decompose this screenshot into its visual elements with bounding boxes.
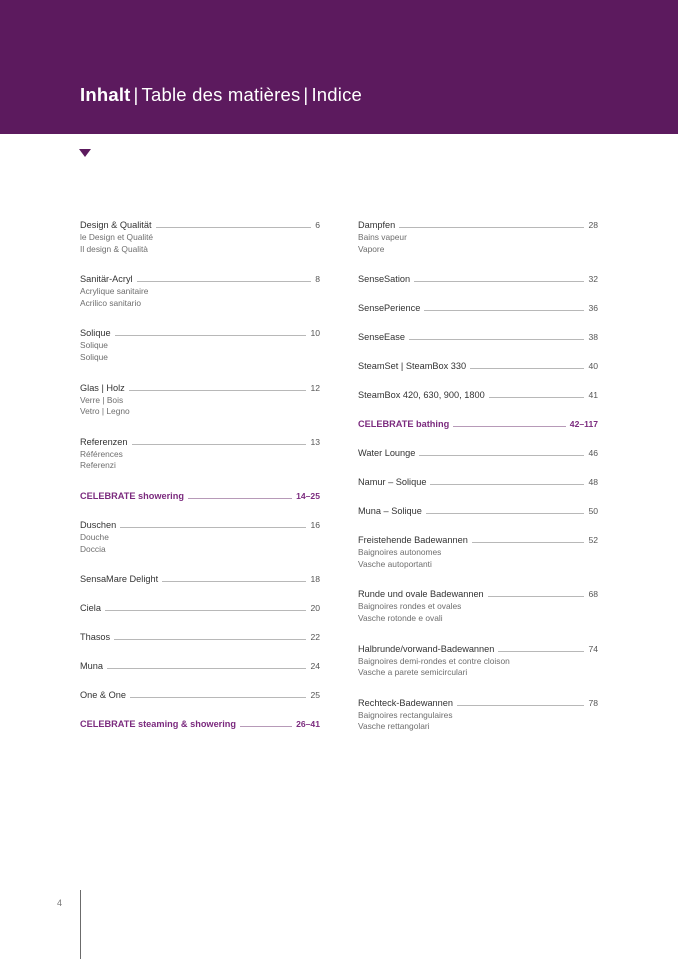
toc-entry-title: CELEBRATE steaming & showering [80, 719, 237, 730]
toc-entry-page: 46 [588, 448, 598, 459]
toc-entry-main [80, 603, 320, 614]
toc-entry-main [358, 589, 598, 600]
toc-entry[interactable] [358, 419, 598, 430]
toc-entry-main [80, 220, 320, 231]
toc-entry[interactable] [358, 589, 598, 624]
toc-entry-page: 68 [588, 589, 598, 600]
title-french: Table des matières [141, 84, 301, 105]
toc-entry-page: 40 [588, 361, 598, 372]
toc-entry-page: 16 [310, 519, 320, 530]
toc-entry-page: 26–41 [296, 719, 320, 730]
toc-entry-title: SenseEase [358, 332, 405, 343]
toc-entry-main [358, 535, 598, 546]
toc-entry-spacer [80, 309, 320, 328]
toc-column-right [358, 220, 598, 752]
toc-entry[interactable] [80, 603, 320, 614]
toc-entry-page: 52 [588, 535, 598, 546]
toc-entry-page: 78 [588, 697, 598, 708]
toc-entry[interactable] [358, 698, 598, 733]
toc-entry-page: 22 [310, 632, 320, 643]
toc-entry-subtitles [80, 449, 320, 472]
toc-entry-page: 32 [588, 274, 598, 285]
toc-leader-line [188, 498, 292, 499]
toc-entry-title: SensePerience [358, 303, 421, 314]
header-band [0, 0, 678, 134]
toc-entry[interactable] [80, 632, 320, 643]
toc-entry-spacer [358, 517, 598, 535]
toc-entry[interactable] [358, 644, 598, 679]
toc-entry-title: SensaMare Delight [80, 574, 159, 585]
toc-entry-subtitle: le Design et Qualité [80, 232, 154, 242]
toc-entry-spacer [80, 585, 320, 603]
toc-entry-page: 20 [310, 603, 320, 614]
toc-entry-main [80, 719, 320, 730]
toc-entry[interactable] [80, 437, 320, 472]
toc-entry-title: Muna – Solique [358, 506, 422, 517]
toc-entry-spacer [358, 372, 598, 390]
toc-entry-subtitle: Acrilico sanitario [80, 297, 141, 308]
toc-leader-line [115, 335, 307, 336]
triangle-down-icon [79, 149, 91, 157]
toc-entry-spacer [80, 672, 320, 690]
toc-entry-spacer [358, 570, 598, 589]
toc-entry-page: 48 [588, 477, 598, 488]
toc-entry-main [358, 506, 598, 517]
toc-entry[interactable] [358, 448, 598, 459]
toc-entry-subtitle: Baignoires demi-rondes et contre cloison [358, 655, 510, 666]
toc-entry-page: 8 [315, 274, 320, 285]
toc-entry-spacer [80, 555, 320, 574]
title-italian: Indice [311, 84, 363, 105]
toc-entry-subtitle: Vasche a parete semicirculari [358, 667, 468, 678]
toc-entry-main [358, 419, 598, 430]
toc-entry-subtitle: Vasche rettangolari [358, 721, 430, 732]
toc-entry-title: Solique [80, 328, 111, 339]
toc-entry-page: 38 [588, 332, 598, 343]
toc-entry[interactable] [358, 361, 598, 372]
toc-entry-spacer [80, 701, 320, 719]
toc-entry-spacer [358, 679, 598, 698]
toc-leader-line [426, 513, 585, 514]
toc-leader-line [399, 227, 584, 228]
toc-entry-page: 42–117 [569, 419, 598, 430]
toc-entry-spacer [80, 730, 320, 748]
toc-entry-main [80, 632, 320, 643]
toc-entry-subtitles [80, 286, 320, 309]
toc-entry-subtitle: Verre | Bois [80, 394, 124, 405]
toc-entry-main [80, 690, 320, 701]
toc-entry-main [80, 520, 320, 531]
toc-entry-spacer [358, 343, 598, 361]
toc-entry-spacer [358, 285, 598, 303]
toc-entry-spacer [358, 733, 598, 752]
toc-entry-page: 13 [310, 436, 320, 447]
toc-entry-page: 25 [310, 690, 320, 701]
toc-entry[interactable] [80, 690, 320, 701]
toc-leader-line [414, 281, 584, 282]
toc-leader-line [430, 484, 584, 485]
toc-entry[interactable] [80, 520, 320, 555]
toc-entry[interactable] [358, 303, 598, 314]
toc-entry-main [80, 574, 320, 585]
toc-entry-spacer [80, 364, 320, 383]
toc-entry-main [80, 274, 320, 285]
toc-entry-spacer [80, 502, 320, 520]
toc-leader-line [130, 697, 306, 698]
toc-entry-title: Duschen [80, 519, 117, 530]
toc-entry-subtitle: Solique [80, 351, 108, 362]
toc-entry-title: Design & Qualität [80, 220, 152, 230]
toc-entry-spacer [80, 255, 320, 274]
toc-entry-spacer [358, 459, 598, 477]
toc-entry-title: Referenzen [80, 436, 128, 447]
toc-entry-spacer [80, 643, 320, 661]
toc-entry-subtitle: Doccia [80, 543, 106, 554]
toc-entry-title: Rechteck-Badewannen [358, 697, 453, 708]
toc-leader-line [409, 339, 584, 340]
toc-leader-line [472, 542, 585, 543]
toc-leader-line [457, 705, 584, 706]
toc-entry-page: 24 [310, 661, 320, 672]
toc-entry-page: 10 [310, 328, 320, 339]
toc-entry[interactable] [358, 332, 598, 343]
toc-entry-title: SteamBox 420, 630, 900, 1800 [358, 390, 485, 401]
toc-entry-page: 74 [588, 643, 598, 654]
toc-entry-title: Sanitär-Acryl [80, 274, 133, 285]
toc-entry-spacer [80, 614, 320, 632]
toc-entry-page: 41 [588, 390, 598, 401]
toc-entry-subtitle: Bains vapeur [358, 232, 407, 242]
toc-leader-line [114, 639, 306, 640]
toc-entry-title: Namur – Solique [358, 477, 427, 488]
toc-entry[interactable] [358, 390, 598, 401]
toc-entry-subtitles [358, 232, 598, 255]
toc-entry[interactable] [358, 535, 598, 570]
page-title [80, 84, 362, 106]
toc-entry-spacer [358, 488, 598, 506]
toc-entry-main [80, 661, 320, 672]
toc-entry-subtitle: Solique [80, 340, 108, 351]
toc-entry[interactable] [80, 491, 320, 502]
toc-entry-title: Thasos [80, 632, 111, 643]
toc-entry-main [358, 698, 598, 709]
toc-entry-subtitle: Vasche autoportanti [358, 558, 432, 569]
toc-entry-main [358, 390, 598, 401]
toc-entry-main [358, 644, 598, 655]
toc-entry-main [80, 328, 320, 339]
toc-entry-main [358, 448, 598, 459]
toc-leader-line [156, 227, 312, 228]
toc-entry-spacer [358, 255, 598, 274]
toc-leader-line [470, 368, 584, 369]
toc-entry-title: Runde und ovale Badewannen [358, 589, 484, 600]
toc-entry-title: CELEBRATE bathing [358, 419, 450, 430]
toc-entry-title: Halbrunde/vorwand-Badewannen [358, 643, 495, 654]
toc-entry[interactable] [358, 274, 598, 285]
toc-entry-spacer [80, 418, 320, 437]
toc-entry-spacer [80, 472, 320, 491]
toc-entry-page: 18 [310, 574, 320, 585]
toc-entry-title: Water Lounge [358, 448, 416, 459]
toc-leader-line [107, 668, 306, 669]
toc-leader-line [498, 651, 584, 652]
toc-entry-subtitle: Acrylique sanitaire [80, 286, 149, 297]
toc-entry-subtitles [80, 340, 320, 363]
toc-entry-title: Ciela [80, 603, 101, 614]
toc-entry-title: CELEBRATE showering [80, 490, 184, 501]
toc-entry-title: SenseSation [358, 274, 411, 285]
toc-leader-line [489, 397, 585, 398]
toc-entry-main [358, 477, 598, 488]
toc-leader-line [419, 455, 584, 456]
toc-entry-subtitle: Baignoires rectangulaires [358, 709, 453, 720]
toc-entry-subtitle: Referenzi [80, 460, 116, 471]
toc-entry-title: Freistehende Badewannen [358, 535, 468, 546]
toc-leader-line [488, 596, 585, 597]
toc-entry-subtitle: Il design & Qualità [80, 243, 148, 254]
title-separator-2: | [303, 84, 309, 105]
toc-entry[interactable] [80, 328, 320, 363]
toc-entry-subtitle: Baignoires rondes et ovales [358, 601, 462, 612]
toc-entry[interactable] [358, 477, 598, 488]
toc-leader-line [453, 426, 566, 427]
toc-entry-subtitle: Vasche rotonde e ovali [358, 612, 443, 623]
toc-entry[interactable] [80, 574, 320, 585]
toc-entry-page: 36 [588, 303, 598, 314]
toc-entry-subtitles [80, 395, 320, 418]
toc-entry-subtitles [358, 656, 598, 679]
page-number: 4 [57, 898, 63, 908]
toc-leader-line [240, 726, 292, 727]
toc-entry[interactable] [80, 661, 320, 672]
toc-entry-spacer [358, 430, 598, 448]
toc-entry-page: 6 [315, 220, 320, 230]
toc-entry-main [358, 361, 598, 372]
toc-entry-main [358, 220, 598, 231]
toc-entry-subtitles [358, 601, 598, 624]
toc-leader-line [424, 310, 584, 311]
toc-entry-subtitle: Vapore [358, 243, 385, 254]
toc-entry-title: One & One [80, 690, 126, 701]
toc-entry[interactable] [358, 506, 598, 517]
toc-entry-spacer [358, 314, 598, 332]
footer-rule [80, 890, 81, 959]
toc-entry[interactable] [80, 220, 320, 255]
toc-entry-subtitles [80, 232, 320, 255]
toc-entry-page: 50 [588, 506, 598, 517]
title-separator-1: | [133, 84, 139, 105]
toc-entry-subtitles [358, 547, 598, 570]
toc-entry-subtitle: Vetro | Legno [80, 406, 130, 417]
title-german: Inhalt [80, 84, 131, 105]
toc-leader-line [162, 581, 306, 582]
toc-entry-subtitles [358, 710, 598, 733]
toc-entry-title: Muna [80, 661, 103, 672]
toc-entry-title: SteamSet | SteamBox 330 [358, 361, 467, 372]
toc-entry-title: Dampfen [358, 220, 396, 230]
toc-entry-main [80, 383, 320, 394]
toc-entry-title: Glas | Holz [80, 382, 125, 393]
toc-entry-subtitle: Douche [80, 531, 109, 542]
toc-entry[interactable] [80, 274, 320, 309]
toc-leader-line [105, 610, 307, 611]
toc-leader-line [132, 444, 307, 445]
toc-entry-spacer [358, 625, 598, 644]
toc-entry-main [358, 303, 598, 314]
toc-leader-line [120, 527, 306, 528]
toc-entry-page: 14–25 [296, 490, 320, 501]
toc-entry-subtitle: Références [80, 448, 123, 459]
toc-entry-main [358, 332, 598, 343]
toc-entry-page: 28 [588, 220, 598, 230]
toc-column-left [80, 220, 320, 748]
toc-leader-line [129, 390, 307, 391]
toc-entry-subtitles [80, 532, 320, 555]
toc-entry-main [80, 437, 320, 448]
toc-entry-page: 12 [310, 382, 320, 393]
toc-entry[interactable] [358, 220, 598, 255]
toc-leader-line [137, 281, 312, 282]
toc-entry-main [358, 274, 598, 285]
toc-entry-main [80, 491, 320, 502]
toc-entry[interactable] [80, 383, 320, 418]
toc-entry[interactable] [80, 719, 320, 730]
toc-entry-subtitle: Baignoires autonomes [358, 547, 442, 558]
toc-entry-spacer [358, 401, 598, 419]
